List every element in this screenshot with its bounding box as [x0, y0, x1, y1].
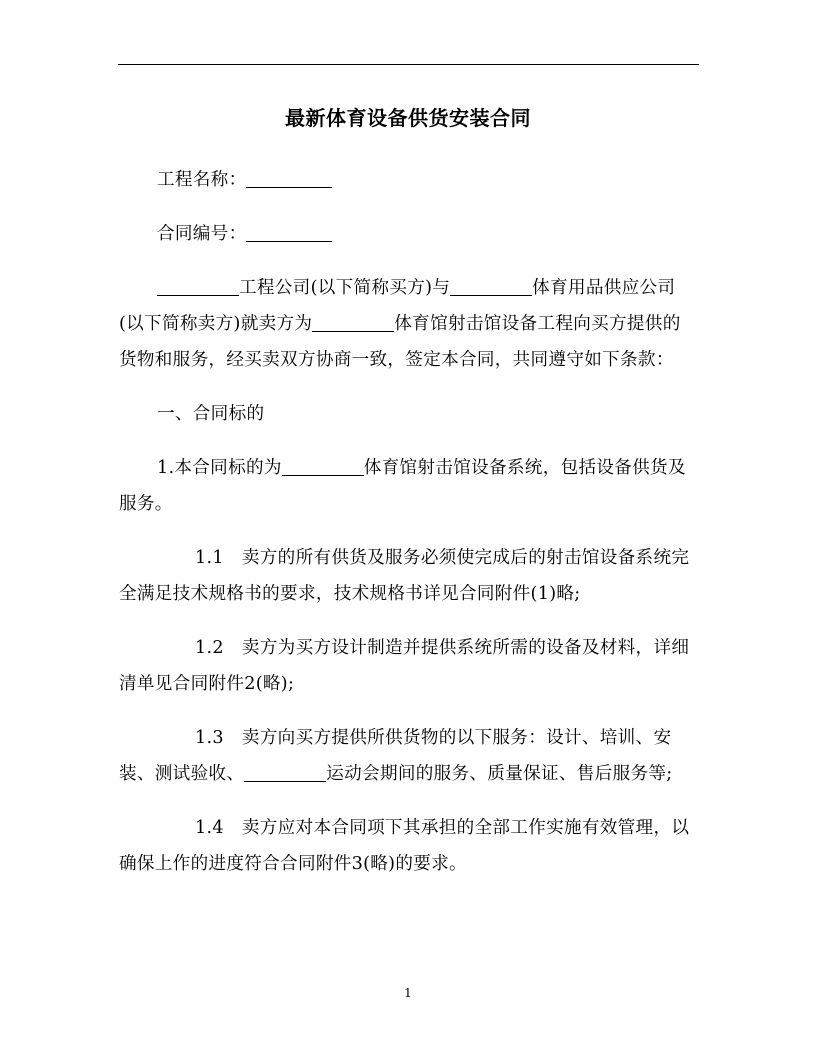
contract-no-label: 合同编号：	[157, 224, 247, 244]
header-rule	[118, 64, 699, 65]
document-body	[119, 162, 696, 900]
contract-no-line	[119, 216, 696, 252]
clause-1-4-number: 1.4	[195, 818, 224, 838]
clause-1-4	[119, 810, 696, 882]
item-1-text-2: 体育馆射击馆设备系统，包括设备供货及服务。	[119, 458, 686, 514]
clause-1-3	[119, 720, 696, 792]
document-title: 最新体育设备供货安装合同	[285, 106, 531, 130]
intro-text-2: 体育用品供应公司(以下简称卖方)就卖方为	[119, 278, 676, 334]
item-1-paragraph	[119, 450, 696, 522]
clause-1-4-text: 卖方应对本合同项下其承担的全部工作实施有效管理，以确保上作的进度符合合同附件3(略)的要求。	[119, 818, 690, 874]
seller-name-blank	[450, 275, 532, 296]
clause-1-3-text-2: 运动会期间的服务、质量保证、售后服务等;	[326, 764, 673, 784]
clause-1-2	[119, 630, 696, 702]
clause-1-2-number: 1.2	[195, 638, 224, 658]
project-name-blank	[246, 167, 332, 188]
project-name-label: 工程名称：	[157, 170, 247, 190]
clause-1-1	[119, 540, 696, 612]
venue-name-blank	[312, 311, 394, 332]
clause-1-3-number: 1.3	[195, 728, 224, 748]
section-1-heading: 一、合同标的	[157, 404, 265, 424]
item-1-venue-blank	[282, 455, 364, 476]
clause-1-1-number: 1.1	[195, 548, 224, 568]
intro-paragraph	[119, 270, 696, 378]
clause-1-3-text-1: 卖方向买方提供所供货物的以下服务：设计、培训、安装、测试验收、	[119, 728, 672, 784]
buyer-name-blank	[157, 275, 239, 296]
intro-text-1: 工程公司(以下简称买方)与	[239, 278, 451, 298]
project-name-line	[119, 162, 696, 198]
clause-1-1-text: 卖方的所有供货及服务必须使完成后的射击馆设备系统完全满足技术规格书的要求，技术规格书详见合同附件(1)略;	[119, 548, 690, 604]
item-1-text-1: 1.本合同标的为	[157, 458, 282, 478]
page-number: 1	[404, 986, 412, 1000]
clause-1-2-text: 卖方为买方设计制造并提供系统所需的设备及材料，详细清单见合同附件2(略);	[119, 638, 690, 694]
intro-text-3: 体育馆射击馆设备工程向买方提供的货物和服务，经买卖双方协商一致，签定本合同，共同遵守如下条款：	[119, 314, 681, 370]
clause-1-3-event-blank	[244, 761, 326, 782]
contract-no-blank	[246, 221, 332, 242]
